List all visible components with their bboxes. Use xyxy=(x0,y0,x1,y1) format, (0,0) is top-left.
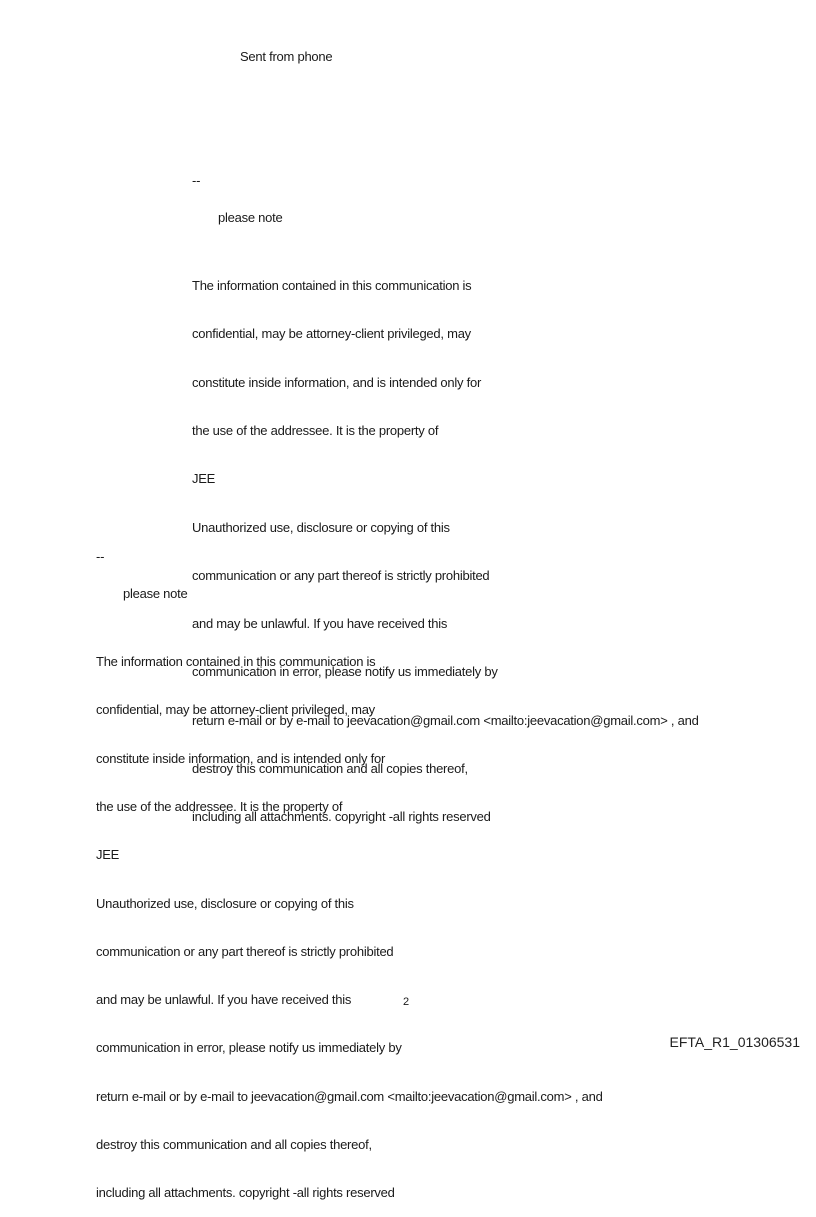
signature-note-heading: please note xyxy=(123,586,188,601)
disclaimer-line: confidential, may be attorney-client privileged, may xyxy=(96,702,375,718)
disclaimer-line: constitute inside information, and is intended only for xyxy=(192,374,482,390)
signature-disclaimer xyxy=(96,622,603,1217)
disclaimer-line: the use of the addressee. It is the property of xyxy=(96,799,343,815)
disclaimer-line: including all attachments. copyright -all rights reserved xyxy=(96,1185,395,1201)
disclaimer-line: the use of the addressee. It is the property of xyxy=(192,423,439,439)
disclaimer-line: constitute inside information, and is intended only for xyxy=(96,750,386,766)
disclaimer-line: return e-mail or by e-mail to jeevacation@gmail.com <mailto:jeevacation@gmail.com> , and xyxy=(96,1088,603,1104)
disclaimer-line: destroy this communication and all copies thereof, xyxy=(96,1137,372,1152)
disclaimer-line: communication or any part thereof is strictly prohibited xyxy=(192,567,490,583)
disclaimer-line: Unauthorized use, disclosure or copying of this xyxy=(192,519,450,535)
disclaimer-line: confidential, may be attorney-client privileged, may xyxy=(192,326,471,342)
disclaimer-line: and may be unlawful. If you have received this xyxy=(192,616,448,632)
quoted-separator: -- xyxy=(192,173,201,188)
sent-from-phone: Sent from phone xyxy=(240,49,333,64)
disclaimer-line: The information contained in this communication is xyxy=(192,278,472,294)
disclaimer-line: destroy this communication and all copies thereof, xyxy=(192,761,468,776)
signature-separator: -- xyxy=(96,549,105,564)
disclaimer-line: return e-mail or by e-mail to jeevacation@gmail.com <mailto:jeevacation@gmail.com> , and xyxy=(192,712,699,728)
disclaimer-line: Unauthorized use, disclosure or copying of this xyxy=(96,895,354,911)
disclaimer-line: JEE xyxy=(96,847,120,863)
disclaimer-line: including all attachments. copyright -all rights reserved xyxy=(192,809,491,825)
disclaimer-line: communication in error, please notify us immediately by xyxy=(96,1040,402,1056)
disclaimer-line: and may be unlawful. If you have received this xyxy=(96,992,352,1008)
disclaimer-line: JEE xyxy=(192,471,216,487)
disclaimer-line: The information contained in this communication is xyxy=(96,654,376,670)
quoted-note-heading: please note xyxy=(218,210,283,225)
document-id: EFTA_R1_01306531 xyxy=(669,1034,800,1050)
disclaimer-line: communication or any part thereof is strictly prohibited xyxy=(96,943,394,959)
page-number: 2 xyxy=(403,996,409,1008)
disclaimer-line: communication in error, please notify us immediately by xyxy=(192,664,498,680)
